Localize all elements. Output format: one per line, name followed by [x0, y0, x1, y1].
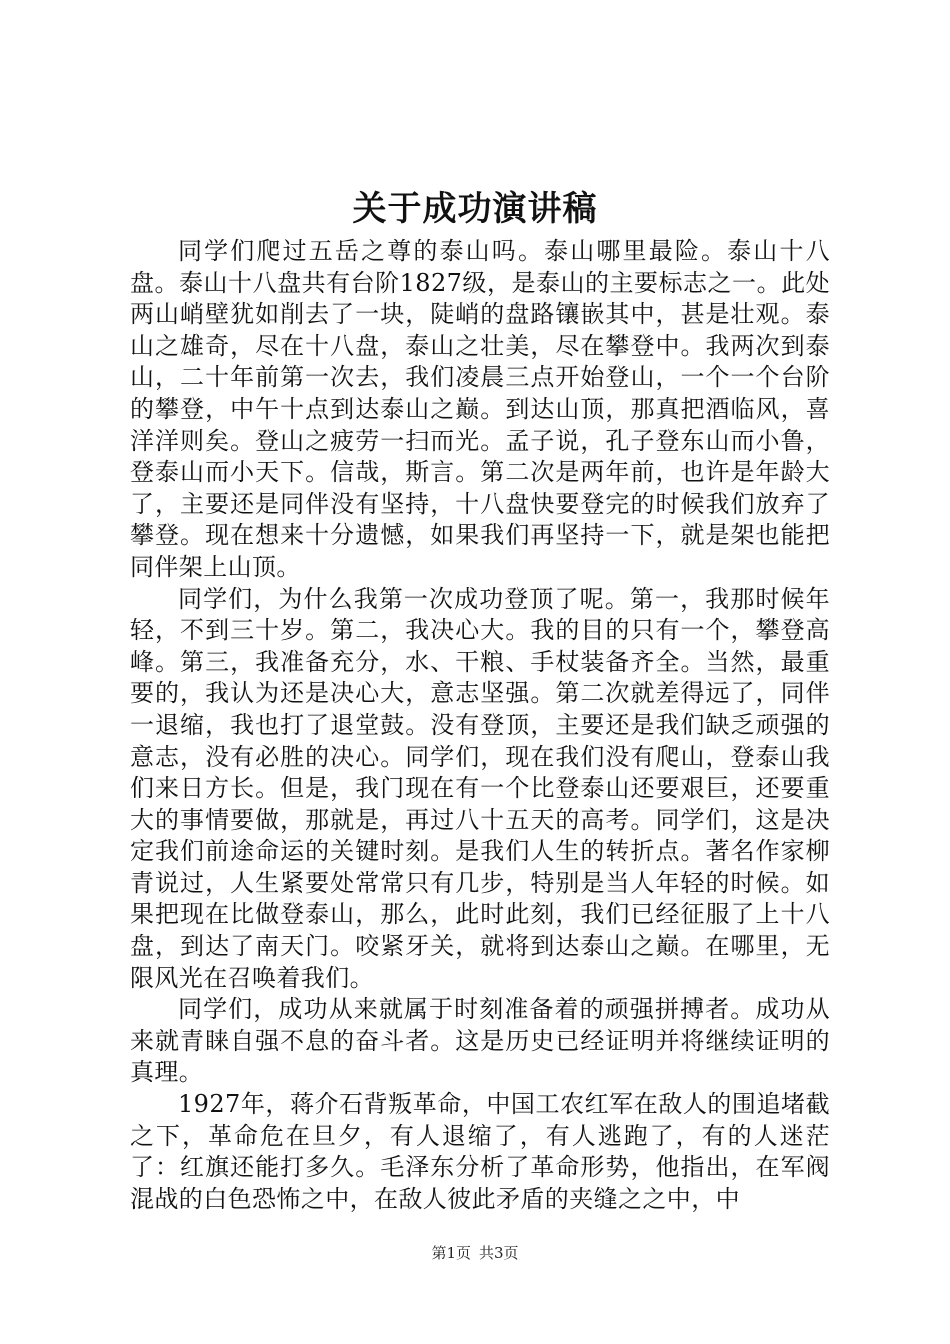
paragraph: 1927年，蒋介石背叛革命，中国工农红军在敌人的围追堵截之下，革命危在旦夕，有人退缩了，有人逃跑了，有的人迷茫了：红旗还能打多久。毛泽东分析了革命形势，他指出，在军阀混战的白色恐怖之中，在敌人彼此矛盾的夹缝之之中，中	[130, 1090, 830, 1213]
paragraph: 同学们，成功从来就属于时刻准备着的顽强拼搏者。成功从来就青睐自强不息的奋斗者。这是历史已经证明并将继续证明的真理。	[130, 995, 830, 1087]
document-title: 关于成功演讲稿	[352, 189, 598, 229]
page-total: 共3页	[479, 1244, 519, 1262]
document-body	[130, 236, 830, 1215]
page-footer	[0, 1243, 950, 1263]
paragraph: 同学们爬过五岳之尊的泰山吗。泰山哪里最险。泰山十八盘。泰山十八盘共有台阶1827级，是泰山的主要标志之一。此处两山峭壁犹如削去了一块，陡峭的盘路镶嵌其中，甚是壮观。泰山之雄奇，尽在十八盘，泰山之壮美，尽在攀登中。我两次到泰山，二十年前第一次去，我们凌晨三点开始登山，一个一个台阶的攀登，中午十点到达泰山之巅。到达山顶，那真把酒临风，喜洋洋则矣。登山之疲劳一扫而光。孟子说，孔子登东山而小鲁，登泰山而小天下。信哉，斯言。第二次是两年前，也许是年龄大了，主要还是同伴没有坚持，十八盘快要登完的时候我们放弃了攀登。现在想来十分遗憾，如果我们再坚持一下，就是架也能把同伴架上山顶。	[130, 237, 830, 581]
paragraph: 同学们，为什么我第一次成功登顶了呢。第一，我那时候年轻，不到三十岁。第二，我决心大。我的目的只有一个，攀登高峰。第三，我准备充分，水、干粮、手杖装备齐全。当然，最重要的，我认为还是决心大，意志坚强。第二次就差得远了，同伴一退缩，我也打了退堂鼓。没有登顶，主要还是我们缺乏顽强的意志，没有必胜的决心。同学们，现在我们没有爬山，登泰山我们来日方长。但是，我门现在有一个比登泰山还要艰巨，还要重大的事情要做，那就是，再过八十五天的高考。同学们，这是决定我们前途命运的关键时刻。是我们人生的转折点。著名作家柳青说过，人生紧要处常常只有几步，特别是当人年轻的时候。如果把现在比做登泰山，那么，此时此刻，我们已经征服了上十八盘，到达了南天门。咬紧牙关，就将到达泰山之巅。在哪里，无限风光在召唤着我们。	[130, 584, 830, 992]
page-number: 第1页	[431, 1244, 471, 1262]
